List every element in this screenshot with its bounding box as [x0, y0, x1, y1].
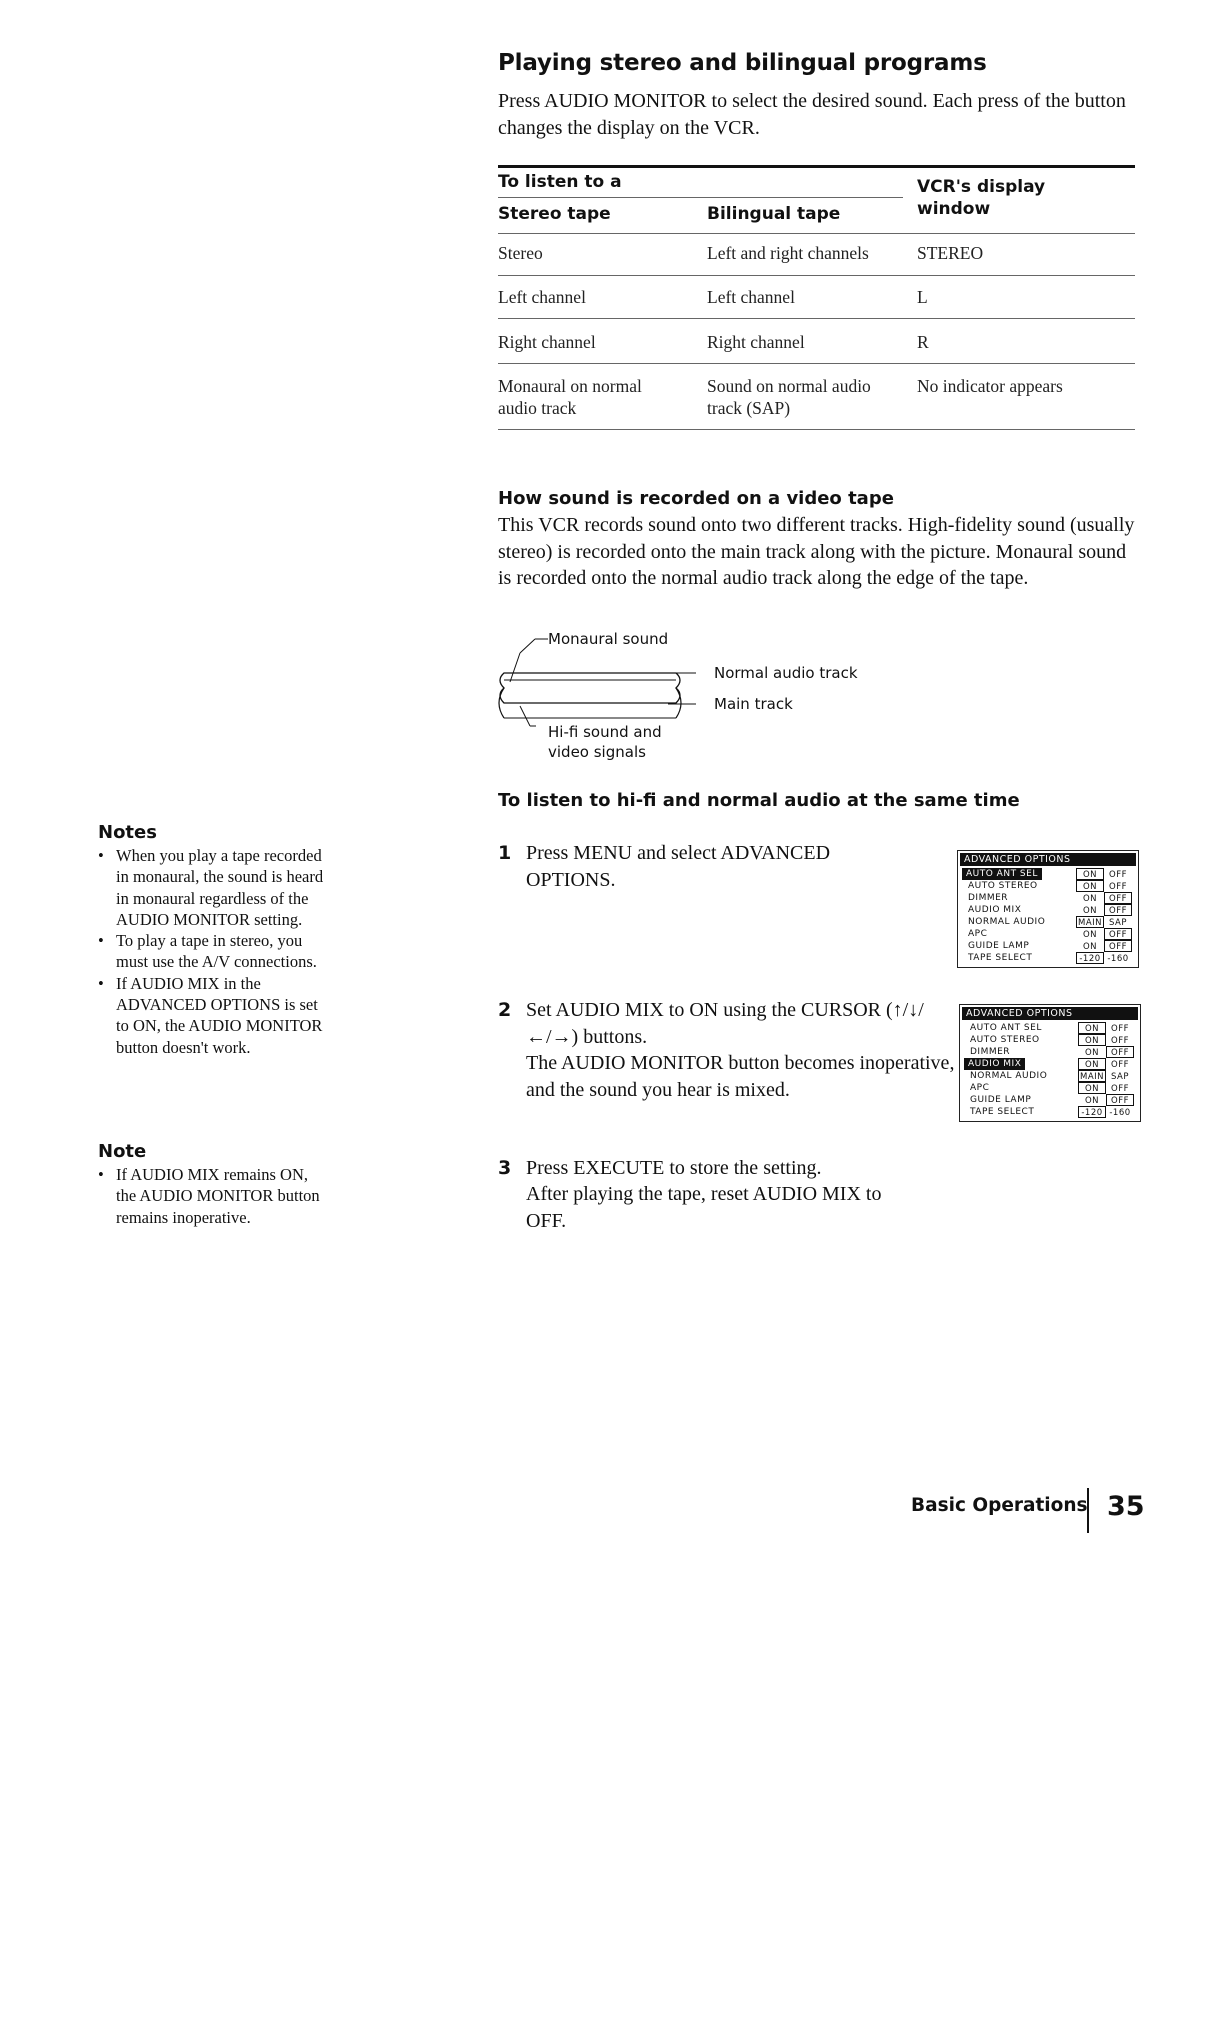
osd-row-label: AUDIO MIX: [968, 905, 1022, 915]
osd-option: OFF: [1111, 1060, 1129, 1070]
osd-option: OFF: [1109, 870, 1127, 880]
recording-heading: How sound is recorded on a video tape: [498, 488, 894, 509]
osd-row-values: [1078, 1082, 1134, 1094]
table-col-stereo: Stereo tape: [498, 204, 611, 224]
step-2-text: Set AUDIO MIX to ON using the CURSOR (↑/↓/←/→) buttons.: [526, 999, 924, 1048]
step-number: 2: [498, 999, 512, 1021]
table-cell: Right channel: [498, 332, 596, 352]
table-cell: No indicator appears: [917, 376, 1063, 396]
osd-row-values: [1076, 952, 1132, 964]
osd-row-values: [1076, 880, 1132, 892]
osd-row: [960, 1046, 1140, 1058]
tape-shape: [500, 673, 680, 703]
osd-option: ON: [1078, 1022, 1106, 1034]
osd-row-label: AUTO ANT SEL: [962, 868, 1042, 880]
osd-option: OFF: [1106, 1094, 1134, 1106]
notes-heading: Notes: [98, 822, 157, 843]
footer-section: Basic Operations: [911, 1495, 1088, 1516]
osd-option: MAIN: [1079, 1072, 1104, 1082]
osd-title: ADVANCED OPTIONS: [960, 853, 1136, 866]
osd-option: ON: [1076, 868, 1104, 880]
osd-option: ON: [1078, 1082, 1106, 1094]
osd-option: SAP: [1109, 918, 1127, 928]
osd-row-label: GUIDE LAMP: [970, 1095, 1032, 1105]
note-item: • When you play a tape recorded in monaural, the sound is heard in monaural regardless of the AUDIO MONITOR setting.: [98, 845, 330, 930]
osd-row: [958, 868, 1138, 880]
osd-row: [960, 1022, 1140, 1034]
table-cell: R: [917, 332, 929, 352]
osd-row-values: [1078, 1094, 1134, 1106]
table-cell: L: [917, 287, 928, 307]
osd-option: SAP: [1111, 1072, 1129, 1082]
note-heading: Note: [98, 1141, 147, 1162]
table-cell: STEREO: [917, 243, 984, 263]
osd-row: [958, 904, 1138, 916]
osd-option: ON: [1082, 894, 1098, 904]
osd-option: ON: [1082, 942, 1098, 952]
osd-row: [958, 892, 1138, 904]
recording-text: This VCR records sound onto two different tracks. High-fidelity sound (usually stereo) is recorded onto the main track along with the picture. Monaural sound is recorded onto the normal audio track along the edge of the tape.: [498, 514, 1135, 589]
osd-title: ADVANCED OPTIONS: [962, 1007, 1138, 1020]
osd-option: OFF: [1104, 940, 1132, 952]
osd-row-label: GUIDE LAMP: [968, 941, 1030, 951]
osd-row-label: AUTO ANT SEL: [970, 1023, 1042, 1033]
osd-row-values: [1076, 940, 1132, 952]
osd-row-label: TAPE SELECT: [970, 1107, 1035, 1117]
osd-row-values: [1076, 868, 1132, 880]
osd-row-values: [1078, 1106, 1134, 1118]
osd-option: ON: [1082, 906, 1098, 916]
table-cell: Left channel: [498, 287, 586, 307]
osd-row-label: APC: [970, 1083, 990, 1093]
osd-option: OFF: [1104, 904, 1132, 916]
osd-option: -160: [1109, 1108, 1131, 1118]
osd-row-values: [1078, 1022, 1134, 1034]
osd-option: OFF: [1111, 1084, 1129, 1094]
label-main-track: Main track: [714, 695, 793, 713]
note-item: • If AUDIO MIX in the ADVANCED OPTIONS is set to ON, the AUDIO MONITOR button doesn't work.: [98, 973, 330, 1058]
step-3-text-2: After playing the tape, reset AUDIO MIX to OFF.: [526, 1183, 882, 1232]
osd-row: [958, 952, 1138, 964]
osd-option: OFF: [1104, 928, 1132, 940]
table-group-header: To listen to a: [498, 172, 622, 192]
intro-text: Press AUDIO MONITOR to select the desired sound. Each press of the button changes the display on the VCR.: [498, 90, 1126, 139]
osd-screen-advanced-options-2: [959, 1004, 1141, 1122]
note-item: • To play a tape in stereo, you must use the A/V connections.: [98, 930, 330, 973]
osd-option: -160: [1107, 954, 1129, 964]
label-normal-audio-track: Normal audio track: [714, 664, 858, 682]
osd-option: MAIN: [1077, 918, 1102, 928]
footer-divider: [1087, 1488, 1089, 1533]
tape-diagram: [490, 630, 890, 765]
osd-row: [960, 1082, 1140, 1094]
osd-row-label: NORMAL AUDIO: [970, 1071, 1048, 1081]
page-number: 35: [1107, 1491, 1145, 1522]
osd-option: OFF: [1106, 1046, 1134, 1058]
osd-row-values: [1076, 904, 1132, 916]
osd-screen-advanced-options-1: [957, 850, 1139, 968]
osd-option: ON: [1076, 880, 1104, 892]
osd-row: [958, 916, 1138, 928]
step-1-text: Press MENU and select ADVANCED OPTIONS.: [526, 842, 831, 891]
osd-option: -120: [1076, 952, 1104, 964]
table-cell: Left and right channels: [707, 243, 869, 263]
osd-option: OFF: [1104, 892, 1132, 904]
osd-option: ON: [1082, 930, 1098, 940]
osd-row-label: APC: [968, 929, 988, 939]
osd-row: [960, 1034, 1140, 1046]
table-cell: Sound on normal audio track (SAP): [707, 376, 871, 418]
osd-row-values: [1078, 1058, 1134, 1070]
osd-row: [958, 940, 1138, 952]
osd-row-values: [1078, 1034, 1134, 1046]
step-2-text-2: The AUDIO MONITOR button becomes inoperative, and the sound you hear is mixed.: [526, 1052, 955, 1101]
osd-row-values: [1076, 892, 1132, 904]
label-monaural-sound: Monaural sound: [548, 630, 669, 648]
osd-row: [960, 1106, 1140, 1118]
osd-row-label: TAPE SELECT: [968, 953, 1033, 963]
step-number: 1: [498, 842, 512, 864]
step-number: 3: [498, 1157, 512, 1179]
table-cell: Monaural on normal audio track: [498, 376, 642, 418]
osd-option: ON: [1078, 1034, 1106, 1046]
osd-option: OFF: [1111, 1024, 1129, 1034]
label-hifi-2: video signals: [548, 743, 646, 761]
osd-row-label: DIMMER: [970, 1047, 1011, 1057]
table-cell: Stereo: [498, 243, 543, 263]
note-list: [98, 1164, 330, 1228]
page-title: Playing stereo and bilingual programs: [498, 50, 987, 76]
osd-option: -120: [1078, 1106, 1106, 1118]
osd-option: ON: [1084, 1048, 1100, 1058]
osd-row-values: [1076, 928, 1132, 940]
table-col-display: VCR's display window: [917, 177, 1046, 219]
osd-row: [958, 928, 1138, 940]
osd-row-label: AUTO STEREO: [970, 1035, 1040, 1045]
osd-row-values: [1078, 1070, 1134, 1082]
osd-option: OFF: [1111, 1036, 1129, 1046]
hifi-heading: To listen to hi-fi and normal audio at the same time: [498, 790, 1020, 811]
step-3-text: Press EXECUTE to store the setting.: [526, 1157, 822, 1179]
notes-list: [98, 845, 330, 1058]
note-item: • If AUDIO MIX remains ON, the AUDIO MONITOR button remains inoperative.: [98, 1164, 330, 1228]
osd-row-values: [1076, 916, 1132, 928]
label-hifi-1: Hi-fi sound and: [548, 723, 662, 741]
osd-option: OFF: [1109, 882, 1127, 892]
osd-row-label: AUDIO MIX: [964, 1058, 1025, 1070]
osd-row: [958, 880, 1138, 892]
table-cell: Right channel: [707, 332, 805, 352]
table-cell: Left channel: [707, 287, 795, 307]
table-col-bilingual: Bilingual tape: [707, 204, 841, 224]
osd-option: ON: [1084, 1096, 1100, 1106]
osd-row: [960, 1070, 1140, 1082]
osd-option: ON: [1078, 1058, 1106, 1070]
osd-row-values: [1078, 1046, 1134, 1058]
osd-row: [960, 1094, 1140, 1106]
osd-row-label: AUTO STEREO: [968, 881, 1038, 891]
osd-row-label: DIMMER: [968, 893, 1009, 903]
osd-row-label: NORMAL AUDIO: [968, 917, 1046, 927]
osd-row: [960, 1058, 1140, 1070]
